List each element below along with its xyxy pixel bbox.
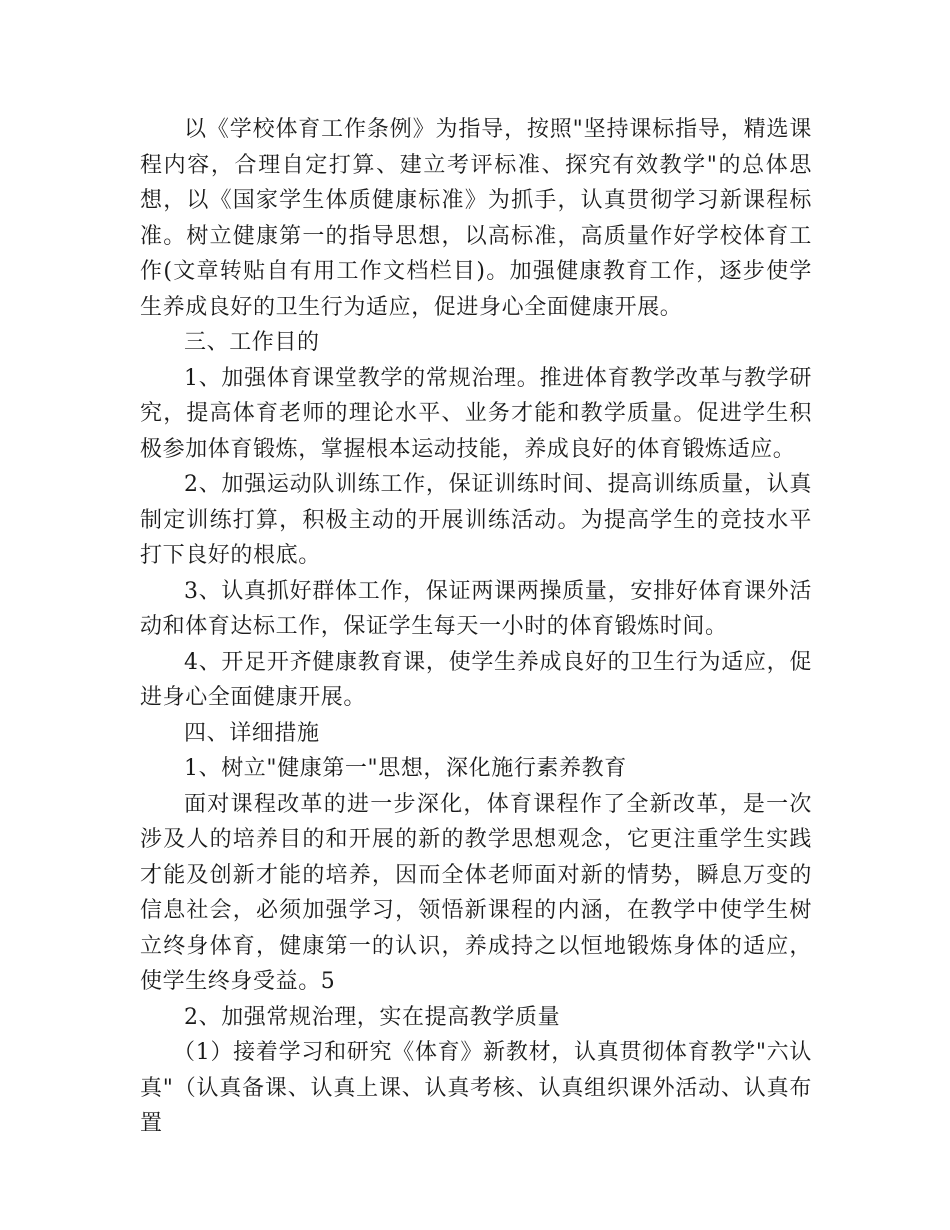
goal-paragraph-3: 3、认真抓好群体工作，保证两课两操质量，安排好体育课外活动和体育达标工作，保证学生每天一小时的体育锻炼时间。 (140, 578, 812, 639)
goal-paragraph-4: 4、开足开齐健康教育课，使学生养成良好的卫生行为适应，促进身心全面健康开展。 (140, 649, 812, 710)
measure-2-item-1: （1）接着学习和研究《体育》新教材，认真贯彻体育教学"六认真"（认真备课、认真上课、认真考核、认真组织课外活动、认真布置 (140, 1040, 812, 1136)
measure-heading-1: 1、树立"健康第一"思想，深化施行素养教育 (184, 756, 627, 781)
measure-paragraph-1: 面对课程改革的进一步深化，体育课程作了全新改革，是一次涉及人的培养目的和开展的新的教学思想观念，它更注重学生实践才能及创新才能的培养，因而全体老师面对新的情势，瞬息万变的信息社会，必须加强学习，领悟新课程的内涵，在教学中使学生树立终身体育，健康第一的认识，养成持之以恒地锻炼身体的适应，使学生终身受益。5 (140, 791, 812, 994)
measure-heading-2: 2、加强常规治理，实在提高教学质量 (184, 1004, 561, 1030)
document-body (140, 112, 812, 1142)
intro-paragraph: 以《学校体育工作条例》为指导，按照"坚持课标指导，精选课程内容，合理自定打算、建立考评标准、探究有效教学"的总体思想，以《国家学生体质健康标准》为抓手，认真贯彻学习新课程标准。树立健康第一的指导思想，以高标准，高质量作好学校体育工作(文章转贴自有用工作文档栏目)。加强健康教育工作，逐步使学生养成良好的卫生行为适应，促进身心全面健康开展。 (140, 117, 812, 320)
section-heading-goals: 三、工作目的 (184, 330, 320, 355)
goal-paragraph-2: 2、加强运动队训练工作，保证训练时间、提高训练质量，认真制定训练打算，积极主动的开展训练活动。为提高学生的竞技水平打下良好的根底。 (140, 472, 812, 568)
goal-paragraph-1: 1、加强体育课堂教学的常规治理。推进体育教学改革与教学研究，提高体育老师的理论水平、业务才能和教学质量。促进学生积极参加体育锻炼，掌握根本运动技能，养成良好的体育锻炼适应。 (140, 365, 812, 462)
section-heading-measures: 四、详细措施 (184, 720, 320, 746)
